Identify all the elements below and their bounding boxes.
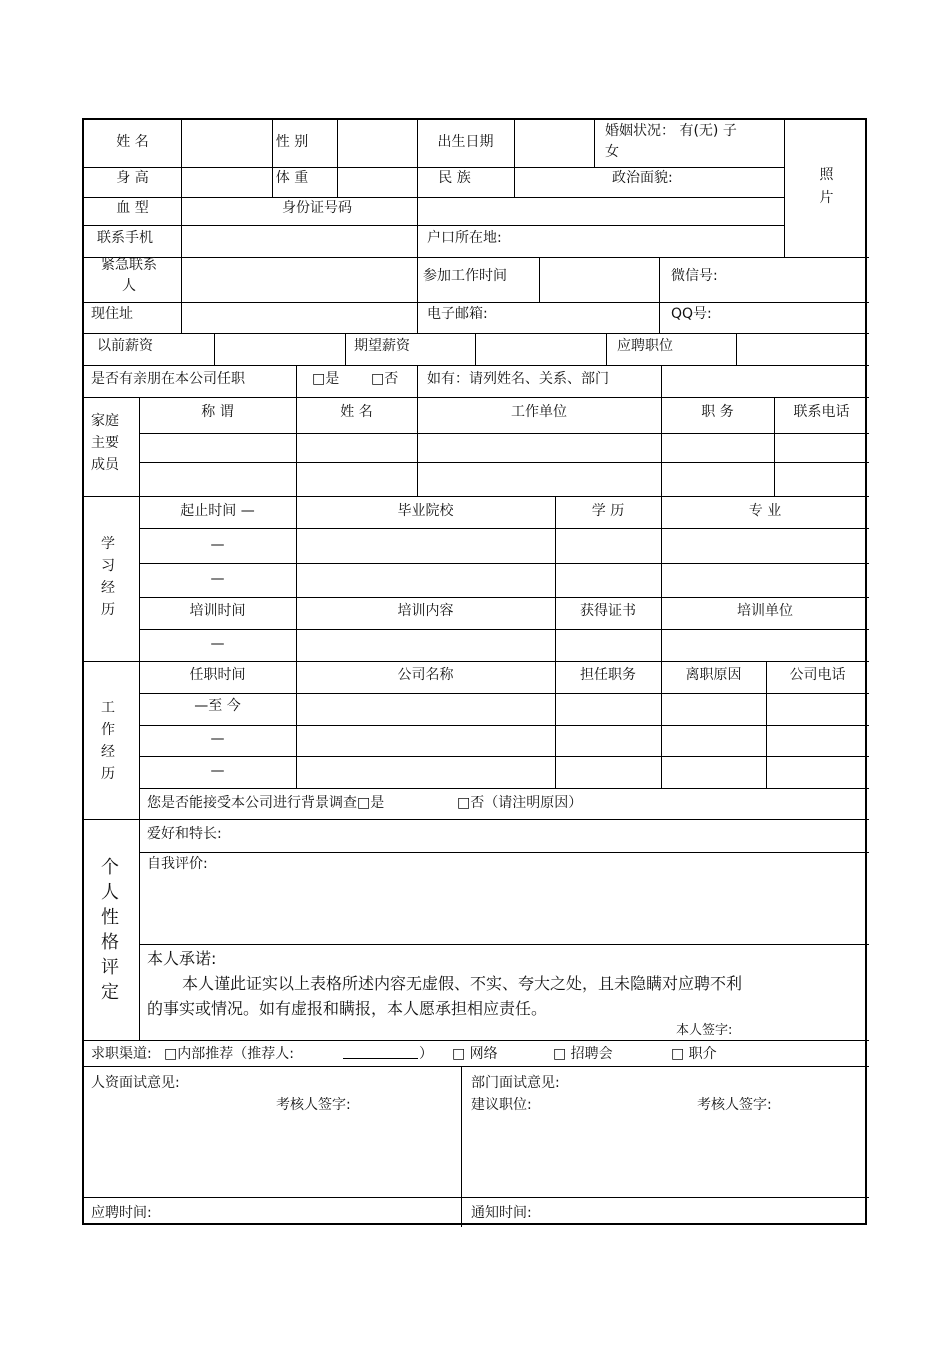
- promise-title: 本人承诺:: [147, 949, 217, 968]
- train-header-period: 培训时间: [189, 603, 246, 619]
- train-header-certificate: 获得证书: [580, 603, 636, 619]
- family-header-employer: 工作单位: [511, 404, 567, 420]
- political-status-label: 政治面貌:: [612, 170, 673, 186]
- promise-text-line1: 本人谨此证实以上表格所述内容无虚假、不实、夸大之处，且未隐瞒对应聘不利: [182, 974, 743, 993]
- wechat-label: 微信号:: [671, 268, 718, 284]
- family-header-title: 职 务: [701, 404, 734, 420]
- work-row-2-period: —: [210, 731, 225, 747]
- mobile-label: 联系手机: [97, 230, 153, 246]
- channel-network-checkbox[interactable]: □ 网络: [452, 1046, 498, 1062]
- qq-label: QQ号:: [671, 306, 712, 322]
- application-time-label: 应聘时间:: [91, 1205, 152, 1221]
- notification-time-label: 通知时间:: [471, 1205, 532, 1221]
- position-field[interactable]: [738, 336, 866, 362]
- channel-internal-close: ）: [419, 1046, 433, 1062]
- previous-salary-label: 以前薪资: [97, 338, 153, 354]
- train-header-content: 培训内容: [397, 603, 454, 619]
- work-row-1-period: —至 今: [194, 698, 241, 714]
- id-card-label: 身份证号码: [282, 200, 352, 216]
- blood-type-field[interactable]: [183, 200, 271, 224]
- work-section-label: 工作经历: [101, 700, 115, 782]
- channel-label: 求职渠道:: [91, 1046, 152, 1062]
- emergency-contact-label: 紧急联系: [101, 257, 157, 273]
- birth-date-label: 出生日期: [437, 134, 494, 150]
- family-header-phone: 联系电话: [793, 404, 850, 420]
- work-row-3-period: —: [210, 763, 225, 779]
- photo-box[interactable]: 照 片: [819, 167, 834, 206]
- relatives-yes-checkbox[interactable]: □是: [312, 371, 340, 387]
- channel-agency-checkbox[interactable]: □ 职介: [671, 1046, 717, 1062]
- gender-field[interactable]: [338, 128, 416, 158]
- relatives-detail-field[interactable]: [663, 369, 866, 395]
- work-start-field[interactable]: [541, 262, 658, 298]
- application-form: [82, 118, 867, 1225]
- weight-field[interactable]: [338, 170, 416, 194]
- marital-status-label-cont: 女: [605, 144, 619, 160]
- work-header-role: 担任职务: [580, 667, 636, 683]
- hobbies-label: 爱好和特长:: [147, 826, 222, 842]
- address-label: 现住址: [91, 306, 133, 322]
- hukou-label: 户口所在地:: [427, 230, 502, 246]
- work-start-label: 参加工作时间: [423, 268, 507, 284]
- train-header-institution: 培训单位: [737, 603, 793, 619]
- family-header-name: 姓 名: [340, 404, 373, 420]
- channel-job-fair-checkbox[interactable]: □ 招聘会: [553, 1046, 613, 1062]
- address-field[interactable]: [183, 305, 416, 331]
- relatives-no-checkbox[interactable]: □否: [371, 371, 399, 387]
- dept-opinion-label: 部门面试意见:: [471, 1075, 560, 1091]
- height-label: 身 高: [116, 170, 149, 186]
- name-label: 姓 名: [116, 134, 149, 150]
- personality-section-label: 个人性格评定: [101, 857, 119, 1003]
- ethnicity-field[interactable]: [515, 170, 593, 194]
- position-label: 应聘职位: [617, 338, 673, 354]
- edu-row-2-period: —: [210, 571, 225, 587]
- marital-status-label: 婚姻状况： 有(无) 子: [605, 123, 737, 139]
- edu-header-major: 专 业: [748, 503, 782, 519]
- blood-type-label: 血 型: [116, 200, 149, 216]
- work-header-company-phone: 公司电话: [789, 667, 846, 683]
- work-header-leave-reason: 离职原因: [685, 667, 742, 683]
- self-evaluation-field[interactable]: [147, 875, 862, 941]
- name-field[interactable]: [183, 128, 271, 158]
- education-section-label: 学习经历: [101, 536, 115, 618]
- promise-text-line2: 的事实或情况。如有虚报和瞒报，本人愿承担相应责任。: [147, 999, 548, 1018]
- suggested-position-label: 建议职位:: [471, 1097, 532, 1113]
- family-header-relation: 称 谓: [201, 404, 234, 420]
- referrer-field[interactable]: [343, 1044, 418, 1066]
- hr-signature-label: 考核人签字:: [276, 1097, 351, 1113]
- background-check-no[interactable]: □否（请注明原因）: [457, 795, 583, 811]
- work-header-company: 公司名称: [397, 667, 454, 683]
- weight-label: 体 重: [275, 170, 309, 186]
- email-label: 电子邮箱:: [427, 306, 488, 322]
- emergency-contact-field[interactable]: [183, 262, 416, 298]
- emergency-contact-label-cont: 人: [122, 278, 136, 294]
- height-field[interactable]: [183, 170, 271, 194]
- dept-opinion-field[interactable]: [465, 1118, 865, 1194]
- edu-row-1-period: —: [210, 537, 225, 553]
- gender-label: 性 别: [275, 134, 309, 150]
- edu-header-school: 毕业院校: [397, 503, 454, 519]
- channel-internal-checkbox[interactable]: □内部推荐（推荐人:: [164, 1046, 294, 1062]
- birth-date-field[interactable]: [515, 128, 593, 158]
- mobile-field[interactable]: [183, 228, 416, 254]
- expected-salary-label: 期望薪资: [354, 338, 410, 354]
- self-evaluation-label: 自我评价:: [147, 856, 208, 872]
- ethnicity-label: 民 族: [438, 170, 471, 186]
- previous-salary-field[interactable]: [216, 336, 344, 362]
- hr-opinion-label: 人资面试意见:: [91, 1075, 180, 1091]
- dept-signature-label: 考核人签字:: [697, 1097, 772, 1113]
- hr-opinion-field[interactable]: [89, 1118, 457, 1194]
- applicant-signature-label: 本人签字:: [676, 1023, 733, 1038]
- id-card-field[interactable]: [419, 200, 783, 224]
- expected-salary-field[interactable]: [477, 336, 605, 362]
- relatives-hint: 如有：请列姓名、关系、部门: [427, 371, 609, 387]
- train-row-period: —: [210, 636, 225, 652]
- family-section-label: 家庭主要成员: [91, 413, 119, 473]
- work-header-period: 任职时间: [189, 667, 246, 683]
- background-check-yes[interactable]: 您是否能接受本公司进行背景调查□是: [147, 795, 385, 811]
- edu-header-period: 起止时间 —: [180, 503, 255, 519]
- relatives-question: 是否有亲朋在本公司任职: [91, 371, 245, 387]
- edu-header-degree: 学 历: [591, 503, 625, 519]
